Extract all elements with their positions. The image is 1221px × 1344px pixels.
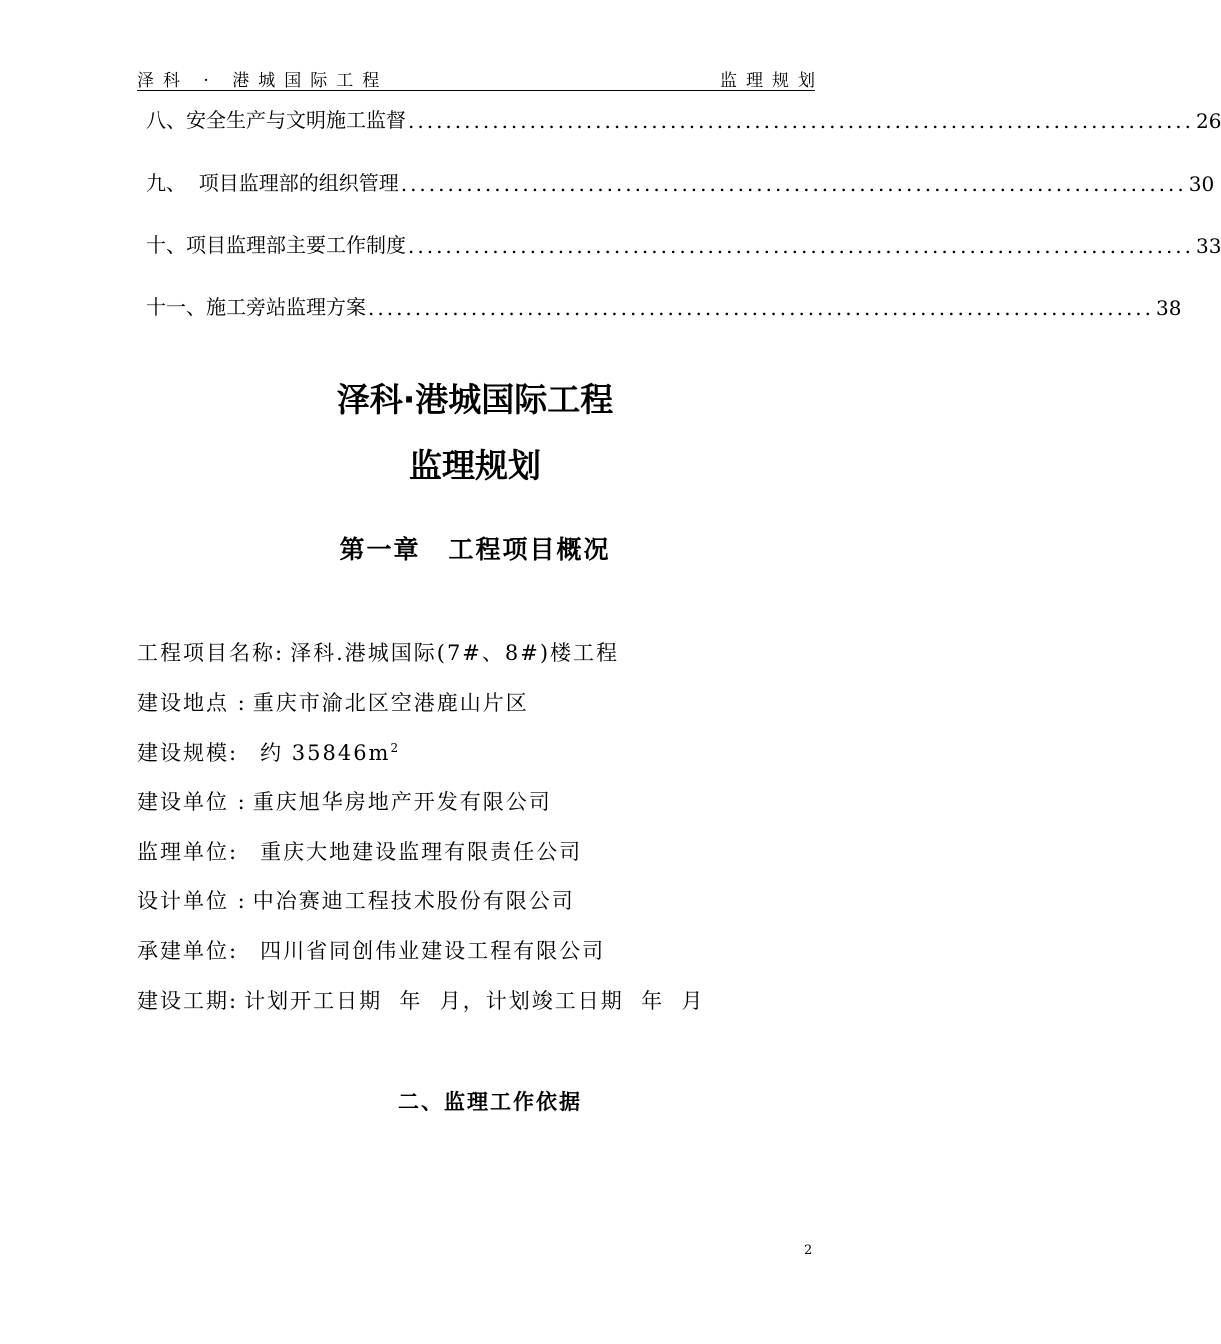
toc-entry[interactable] (146, 290, 1182, 320)
info-value-superscript: 2 (390, 741, 401, 755)
info-value: 中冶赛迪工程技术股份有限公司 (252, 889, 575, 913)
page-header (137, 66, 824, 91)
chapter-number: 第一章 (339, 535, 421, 564)
toc-entry-label: 九、 项目监理部的组织管理 (146, 171, 399, 195)
info-row (137, 885, 575, 915)
info-value: 四川省同创伟业建设工程有限公司 (260, 939, 606, 963)
toc-leader-dots: .................................................................................... (400, 172, 1187, 196)
info-value: 泽科.港城国际(7#、8#)楼工程 (290, 641, 620, 665)
info-row (137, 836, 582, 866)
info-label: 设计单位 : (137, 889, 247, 913)
info-row (137, 985, 704, 1015)
info-value: 重庆市渝北区空港鹿山片区 (252, 691, 529, 715)
info-label: 工程项目名称: (137, 641, 285, 665)
document-title: 泽科·港城国际工程 (336, 380, 614, 419)
info-row (137, 935, 605, 965)
info-label: 建设规模: (137, 741, 239, 765)
toc-entry-page: 26 (1196, 109, 1221, 133)
info-value: 约 35846m (260, 741, 391, 765)
toc-entry[interactable] (146, 103, 1221, 133)
toc-leader-dots: .................................................................................... (368, 296, 1155, 320)
page-number: 2 (804, 1243, 813, 1258)
toc-entry-label: 十、项目监理部主要工作制度 (146, 233, 406, 257)
header-project-name: 泽科 · 港城国际工程 (137, 71, 389, 91)
document-subtitle: 监理规划 (409, 446, 541, 485)
toc-entry-label: 十一、施工旁站监理方案 (146, 295, 366, 319)
toc-entry-page: 33 (1196, 234, 1221, 258)
info-row (137, 637, 619, 667)
info-label: 建设地点 : (137, 691, 247, 715)
section-heading: 二、监理工作依据 (398, 1090, 582, 1114)
toc-entry-page: 38 (1156, 296, 1182, 320)
info-row (137, 737, 400, 767)
info-row (137, 687, 529, 717)
info-value: 重庆旭华房地产开发有限公司 (252, 790, 552, 814)
info-label: 建设单位 : (137, 790, 247, 814)
info-label: 监理单位: (137, 840, 239, 864)
toc-entry-page: 30 (1188, 172, 1215, 196)
toc-leader-dots: .................................................................................... (408, 234, 1195, 258)
toc-entry-label: 八、安全生产与文明施工监督 (146, 108, 406, 132)
toc-leader-dots: .................................................................................... (408, 109, 1195, 133)
toc-entry[interactable] (146, 228, 1221, 258)
info-label: 建设工期: (137, 989, 239, 1013)
chapter-heading (0, 530, 950, 566)
info-row (137, 786, 552, 816)
info-value: 重庆大地建设监理有限责任公司 (260, 840, 583, 864)
info-value: 计划开工日期 年 月，计划竣工日期 年 月 (244, 989, 705, 1013)
toc-entry[interactable] (146, 166, 1215, 196)
header-doc-type: 监理规划 (720, 71, 824, 91)
chapter-name: 工程项目概况 (448, 535, 611, 564)
info-label: 承建单位: (137, 939, 239, 963)
